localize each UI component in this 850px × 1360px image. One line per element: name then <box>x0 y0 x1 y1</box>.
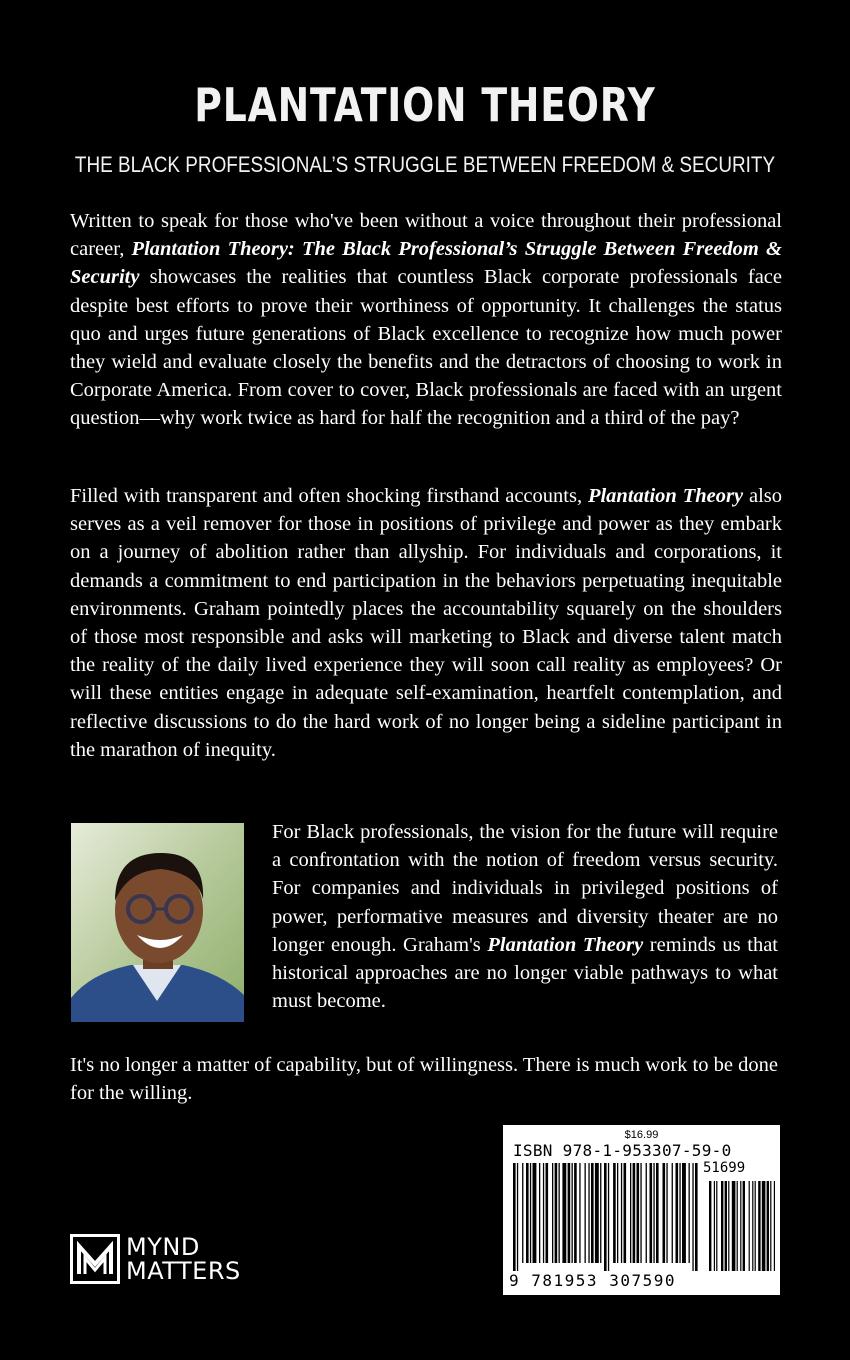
book-subtitle: THE BLACK PROFESSIONAL’S STRUGGLE BETWEEN FREEDOM & SECURITY <box>74 152 776 177</box>
author-photo <box>71 823 244 1022</box>
ean-digits: 9 781953 307590 <box>509 1271 676 1290</box>
publisher-name-line1: MYND <box>126 1233 200 1261</box>
body-text: Written to speak for those who've been without a voice throughout their professional career, <box>70 210 782 261</box>
body-text: It's no longer a matter of capability, but of willingness. There is much work to be done for the willing. <box>70 1054 778 1105</box>
body-text: reminds us that historical approaches are no longer viable pathways to what must become. <box>272 933 778 1013</box>
addon-code: 51699 <box>703 1160 746 1176</box>
emphasized-title-text: Plantation Theory <box>487 933 644 956</box>
barcode-box <box>503 1125 780 1295</box>
emphasized-title-text: Plantation Theory <box>587 485 744 507</box>
body-text: For Black professionals, the vision for the future will require a confrontation with the notion of freedom versus security. For companies and individuals in privileged positions of power, performative measures and diversity theater are no longer enough. Graham's <box>272 821 778 956</box>
description-paragraph-3 <box>272 818 778 1015</box>
publisher-mark-icon <box>70 1234 120 1284</box>
body-text: also serves as a veil remover for those in positions of privilege and power as they embark on a journey of abolition rather than allyship. For individuals and corporations, it demands a commitment to end participation in the behaviors perpetuating inequitable environments. Graham pointedly places the accountability squarely on the shoulders of those most responsible and asks will marketing to Black and diverse talent match the reality of the daily lived experience they will soon call reality as employees? Or will these entities engage in adequate self-examination, heartfelt contemplation, and reflective discussions to do the hard work of no longer being a sideline participant in the marathon of inequity. <box>70 485 782 761</box>
price-label: $16.99 <box>624 1129 659 1141</box>
description-paragraph-1 <box>70 207 782 433</box>
book-title: PLANTATION THEORY <box>194 78 656 132</box>
publisher-name-line2: MATTERS <box>126 1257 241 1285</box>
isbn-text: ISBN 978-1-953307-59-0 <box>513 1141 732 1160</box>
body-text: showcases the realities that countless Black corporate professionals face despite best efforts to prove their worthiness of opportunity. It challenges the status quo and urges future generations of Black excellence to recognize how much power they wield and evaluate closely the benefits and the detractors of choosing to work in Corporate America. From cover to cover, Black professionals are faced with an urgent question—why work twice as hard for half the recognition and a third of the pay? <box>70 266 782 430</box>
emphasized-title-text: Plantation Theory: The Black Professional’s Struggle Between Freedom & Security <box>70 238 782 289</box>
barcode-bars <box>513 1163 775 1271</box>
body-text: Filled with transparent and often shocking firsthand accounts, <box>70 485 588 507</box>
publisher-logo <box>70 1230 270 1290</box>
description-paragraph-4 <box>70 1051 782 1107</box>
description-paragraph-2 <box>70 482 782 764</box>
